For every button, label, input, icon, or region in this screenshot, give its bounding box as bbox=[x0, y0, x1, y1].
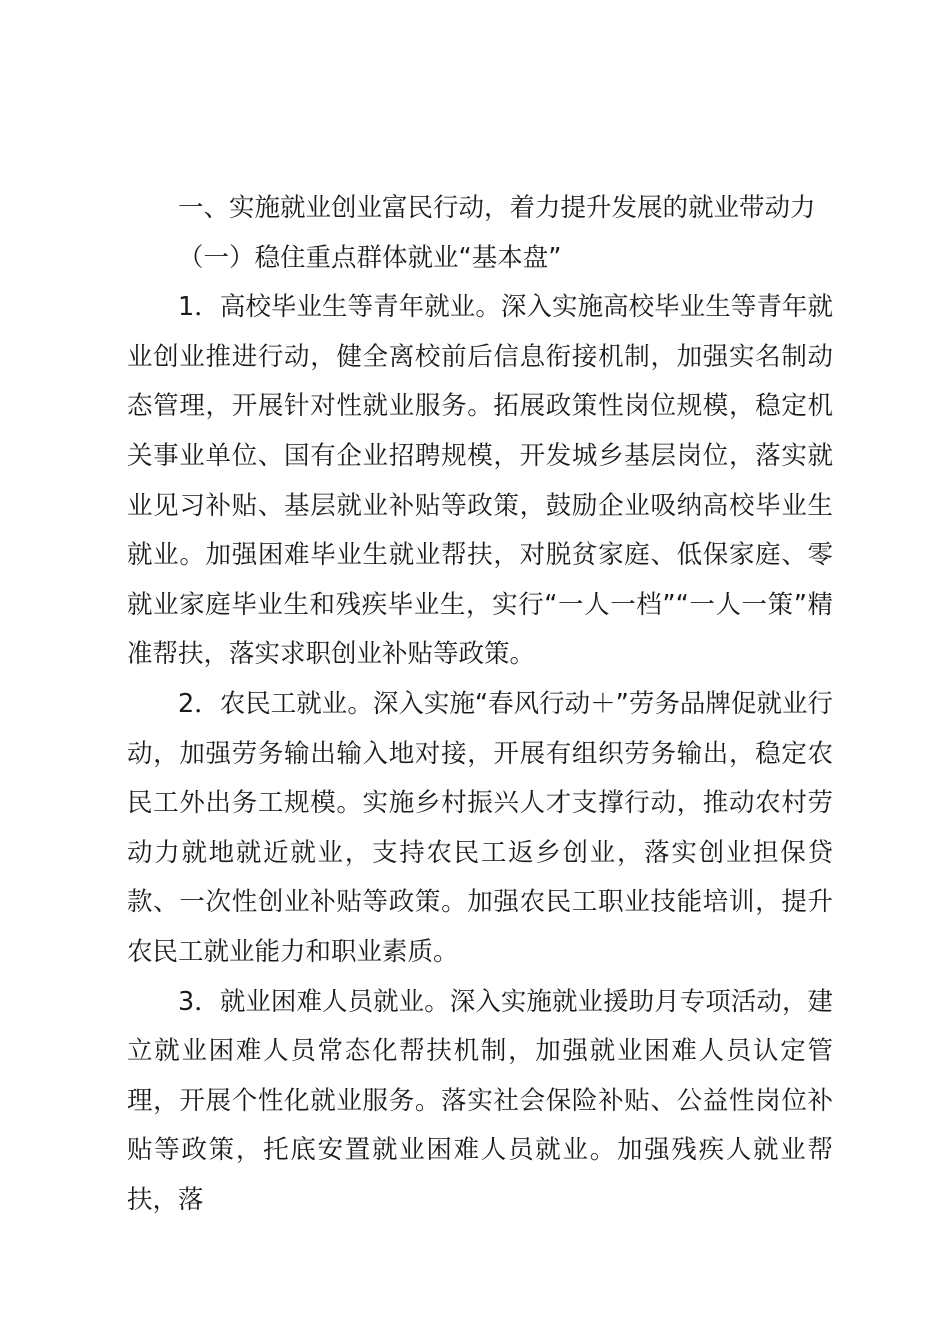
subsection-heading: （一）稳住重点群体就业“基本盘” bbox=[178, 242, 562, 273]
paragraph-migrant-workers: 2．农民工就业。深入实施“春风行动＋”劳务品牌促就业行动，加强劳务输出输入地对接，开展有组织劳务输出，稳定农民工外出务工规模。实施乡村振兴人才支撑行动，推动农村劳动力就地就近就业，支持农民工返乡创业，落实创业担保贷款、一次性创业补贴等政策。加强农民工职业技能培训，提升农民工就业能力和职业素质。 bbox=[127, 688, 833, 967]
section-heading: 一、实施就业创业富民行动，着力提升发展的就业带动力 bbox=[178, 193, 816, 223]
document-body bbox=[127, 184, 833, 1225]
paragraph-graduates: 1．高校毕业生等青年就业。深入实施高校毕业生等青年就业创业推进行动，健全离校前后信息衔接机制，加强实名制动态管理，开展针对性就业服务。拓展政策性岗位规模，稳定机关事业单位、国有企业招聘规模，开发城乡基层岗位，落实就业见习补贴、基层就业补贴等政策，鼓励企业吸纳高校毕业生就业。加强困难毕业生就业帮扶，对脱贫家庭、低保家庭、零就业家庭毕业生和残疾毕业生，实行“一人一档”“一人一策”精准帮扶，落实求职创业补贴等政策。 bbox=[127, 292, 833, 670]
paragraph-hard-to-employ: 3．就业困难人员就业。深入实施就业援助月专项活动，建立就业困难人员常态化帮扶机制，加强就业困难人员认定管理，开展个性化就业服务。落实社会保险补贴、公益性岗位补贴等政策，托底安置就业困难人员就业。加强残疾人就业帮扶，落 bbox=[127, 986, 833, 1215]
